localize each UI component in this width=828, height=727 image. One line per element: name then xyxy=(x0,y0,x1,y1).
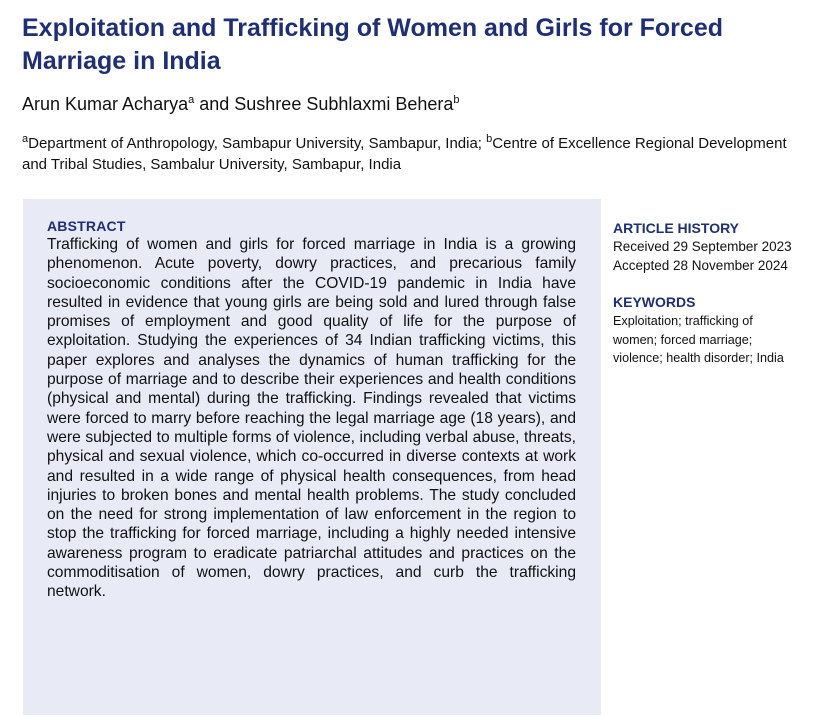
affiliation-marker: b xyxy=(453,94,460,106)
affiliations xyxy=(22,133,812,175)
affiliation-marker: a xyxy=(188,94,195,106)
author-name: Arun Kumar Acharya xyxy=(22,94,189,114)
affiliation-marker: b xyxy=(486,133,493,145)
abstract-box xyxy=(23,199,601,715)
author-connector: and xyxy=(199,94,230,114)
keywords-text: Exploitation; trafficking of women; forced marriage; violence; health disorder; India xyxy=(613,314,784,365)
keywords-heading: KEYWORDS xyxy=(613,294,696,310)
abstract-text: Trafficking of women and girls for forced marriage in India is a growing phenomenon. Acute poverty, dowry practices, and precarious family socioeconomic conditions after the COVID-19 pandemic in India have resulted in evidence that young girls are being sold and lured through false promises of employment and good quality of life for the purpose of exploitation. Studying the experiences of 34 Indian trafficking victims, this paper explores and analyses the dynamics of human trafficking for the purpose of marriage and to describe their experiences and health conditions (physical and mental) during the trafficking. Findings revealed that victims were forced to marry before reaching the legal marriage age (18 years), and were subjected to multiple forms of violence, including verbal abuse, threats, physical and sexual violence, which co-occurred in diverse contexts at work and resulted in a wide range of physical health consequences, from head injuries to broken bones and mental health problems. The study concluded on the need for strong implementation of law enforcement in the region to stop the trafficking for forced marriage, including a highly needed intensive awareness program to eradicate patriarchal attitudes and practices on the commoditisation of women, dowry practices, and curb the trafficking network. xyxy=(47,236,576,601)
affiliation-text: Department of Anthropology, Sambapur University, Sambapur, India; xyxy=(28,135,482,152)
accepted-date: Accepted 28 November 2024 xyxy=(613,258,788,273)
keywords-section xyxy=(613,294,813,368)
article-history-heading: ARTICLE HISTORY xyxy=(613,220,740,236)
abstract-heading: ABSTRACT xyxy=(47,218,126,234)
article-history xyxy=(613,220,813,275)
author-name: Sushree Subhlaxmi Behera xyxy=(234,94,454,114)
received-date: Received 29 September 2023 xyxy=(613,239,792,254)
article-title: Exploitation and Trafficking of Women and Girls for Forced Marriage in India xyxy=(22,14,723,75)
author-list xyxy=(22,92,460,116)
affiliation-text: Centre of Excellence Regional Development and Tribal Studies, Sambalur University, Sambapur, India xyxy=(22,135,787,173)
affiliation-marker: a xyxy=(22,133,29,145)
